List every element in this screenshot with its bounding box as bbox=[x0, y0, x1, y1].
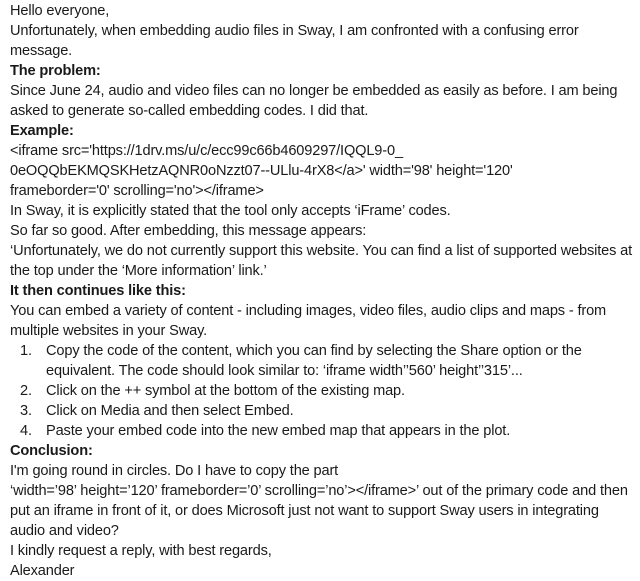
example-code-line-3: frameborder='0' scrolling='no'></iframe> bbox=[10, 183, 264, 199]
problem-text: Since June 24, audio and video files can no longer be embedded as easily as before. I am being asked to generate so-called embedding codes. I did that. bbox=[10, 83, 618, 119]
error-message-quote: ‘Unfortunately, we do not currently support this website. You can find a list of supported websites at the top under the ‘More information’ link.’ bbox=[10, 243, 633, 279]
example-code-line-2: 0eOQQbEKMQSKHetzAQNR0oNzzt07--ULlu-4rX8</a>' width='98' height='120' bbox=[10, 163, 513, 179]
step-text: Copy the code of the content, which you can find by selecting the Share option or the equivalent. The code should look similar to: ‘iframe width’’560’ height’’315’... bbox=[46, 343, 582, 379]
step-text: Paste your embed code into the new embed map that appears in the plot. bbox=[46, 423, 511, 439]
step-number: 3. bbox=[20, 403, 32, 419]
step-text: Click on Media and then select Embed. bbox=[46, 403, 294, 419]
greeting: Hello everyone, bbox=[10, 3, 110, 19]
step-number: 1. bbox=[20, 343, 32, 359]
intro-paragraph: Unfortunately, when embedding audio files in Sway, I am confronted with a confusing error message. bbox=[10, 23, 579, 59]
step-item bbox=[10, 421, 634, 441]
after-embedding-note: So far so good. After embedding, this message appears: bbox=[10, 223, 367, 239]
continues-text: You can embed a variety of content - including images, video files, audio clips and maps - from multiple websites in your Sway. bbox=[10, 303, 607, 339]
continues-heading: It then continues like this: bbox=[10, 283, 186, 299]
step-item bbox=[10, 341, 634, 381]
step-number: 4. bbox=[20, 423, 32, 439]
step-item bbox=[10, 381, 634, 401]
example-heading: Example: bbox=[10, 123, 74, 139]
conclusion-heading: Conclusion: bbox=[10, 443, 93, 459]
conclusion-line-2: ‘width=’98’ height=’120’ frameborder=’0’ scrolling=’no’></iframe>’ out of the primary code and then put an iframe in front of it, or does Microsoft just not want to support Sway users in integrating audio and video? bbox=[10, 483, 628, 539]
problem-heading: The problem: bbox=[10, 63, 101, 79]
signature: Alexander bbox=[10, 563, 75, 579]
step-item bbox=[10, 401, 634, 421]
conclusion-line-1: I'm going round in circles. Do I have to copy the part bbox=[10, 463, 339, 479]
sway-iframe-note: In Sway, it is explicitly stated that the tool only accepts ‘iFrame’ codes. bbox=[10, 203, 451, 219]
step-text: Click on the ++ symbol at the bottom of the existing map. bbox=[46, 383, 405, 399]
example-code-line-1: <iframe src='https://1drv.ms/u/c/ecc99c66b4609297/IQQL9-0_ bbox=[10, 143, 403, 159]
steps-list bbox=[10, 341, 634, 441]
step-number: 2. bbox=[20, 383, 32, 399]
closing-line: I kindly request a reply, with best regards, bbox=[10, 543, 272, 559]
